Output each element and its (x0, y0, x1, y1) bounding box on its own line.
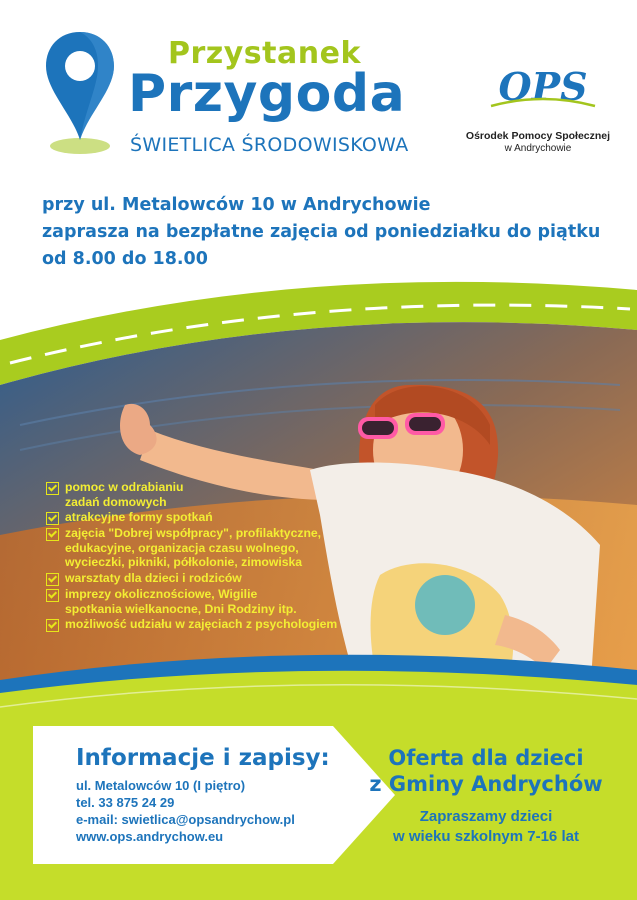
ops-city: w Andrychowie (504, 143, 572, 154)
feature-item (46, 587, 337, 616)
info-address: ul. Metalowców 10 (I piętro) (76, 778, 246, 793)
checkbox-icon (46, 619, 59, 632)
offer-sub-2: w wieku szkolnym 7-16 lat (393, 828, 579, 845)
offer-title-2: z Gminy Andrychów (369, 772, 603, 796)
offer-sub-1: Zapraszamy dzieci (419, 808, 553, 825)
feature-item (46, 480, 337, 509)
info-title: Informacje i zapisy: (76, 745, 330, 771)
feature-item (46, 510, 337, 525)
checkbox-icon (46, 573, 59, 586)
ops-logo-text: OPS (498, 64, 588, 109)
feature-item (46, 571, 337, 586)
feature-text: możliwość udziału w zajęciach z psychologiem (65, 617, 338, 632)
features-list (46, 480, 337, 633)
feature-text: zajęcia "Dobrej współpracy", profilaktyczne, edukacyjne, organizacja czasu wolnego, wycieczki, pikniki, półkolonie, zimowiska (65, 526, 322, 570)
ops-name: Ośrodek Pomocy Społecznej (465, 130, 611, 142)
feature-text: imprezy okolicznościowe, Wigilie spotkania wielkanocne, Dni Rodziny itp. (65, 586, 297, 616)
feature-item (46, 526, 337, 570)
map-pin-logo-icon (42, 28, 122, 158)
intro-line-1: przy ul. Metalowców 10 w Andrychowie (42, 195, 431, 215)
feature-item (46, 617, 337, 632)
ops-logo (487, 62, 599, 110)
checkbox-icon (46, 512, 59, 525)
info-phone: tel. 33 875 24 29 (76, 795, 175, 810)
feature-text: atrakcyjne formy spotkań (65, 510, 213, 525)
subtitle: ŚWIETLICA ŚRODOWISKOWA (130, 134, 409, 156)
info-email[interactable]: e-mail: swietlica@opsandrychow.pl (76, 812, 295, 827)
checkbox-icon (46, 482, 59, 495)
checkbox-icon (46, 528, 59, 541)
intro-line-2: zaprasza na bezpłatne zajęcia od poniedziałku do piątku (42, 222, 601, 242)
offer-title-1: Oferta dla dzieci (388, 746, 584, 770)
title-small: Przystanek (168, 36, 361, 71)
info-website[interactable]: www.ops.andrychow.eu (76, 829, 224, 844)
feature-text: warsztaty dla dzieci i rodziców (65, 570, 242, 585)
intro-line-3: od 8.00 do 18.00 (42, 249, 208, 269)
title-big: Przygoda (128, 64, 406, 124)
feature-text: pomoc w odrabianiu zadań domowych (65, 480, 184, 509)
checkbox-icon (46, 589, 59, 602)
